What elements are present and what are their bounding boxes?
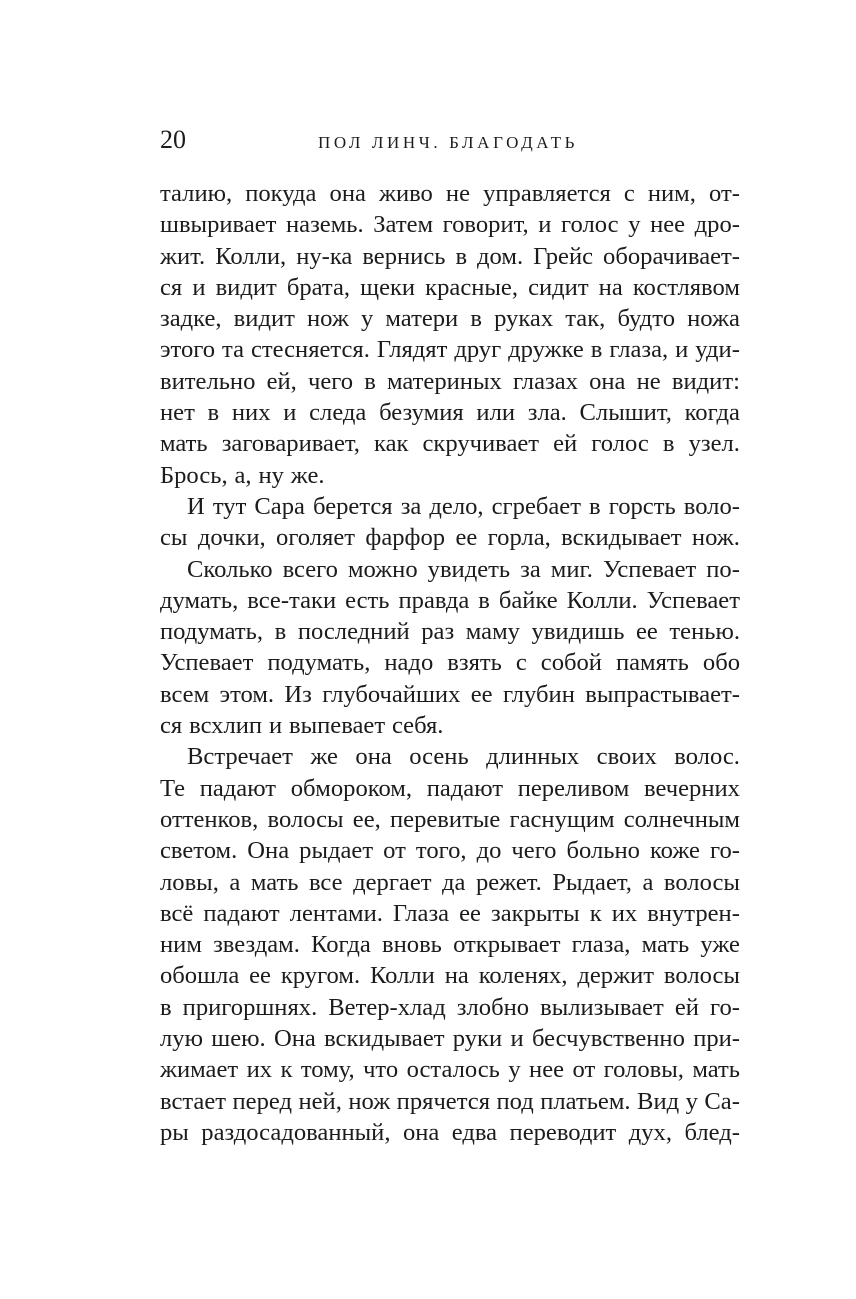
text-line: лую шею. Она вскидывает руки и бесчувственно при- — [160, 1025, 740, 1053]
text-line: нет в них и следа безумия или зла. Слышит, когда — [160, 399, 740, 427]
text-line: вительно ей, чего в материных глазах она не видит: — [160, 367, 740, 395]
text-line: жит. Колли, ну-ка вернись в дом. Грейс оборачивает- — [160, 242, 740, 270]
text-line: Брось, а, ну же. — [160, 461, 325, 489]
text-line: ры раздосадованный, она едва переводит дух, блед- — [160, 1118, 740, 1146]
text-line: жимает их к тому, что осталось у нее от головы, мать — [160, 1056, 740, 1084]
text-line: думать, все-таки есть правда в байке Колли. Успевает — [160, 586, 740, 614]
text-line: встает перед ней, нож прячется под платьем. Вид у Са- — [160, 1087, 740, 1115]
text-line: Те падают обмороком, падают переливом вечерних — [160, 774, 740, 802]
text-line: Встречает же она осень длинных своих волос. — [187, 743, 740, 771]
text-line: этого та стесняется. Глядят друг дружке в глаза, и уди- — [160, 336, 740, 364]
text-line: И тут Сара берется за дело, сгребает в горсть воло- — [187, 492, 740, 520]
text-line: ся и видит брата, щеки красные, сидит на костлявом — [160, 273, 740, 301]
text-line: Успевает подумать, надо взять с собой память обо — [160, 649, 740, 677]
running-title: ПОЛ ЛИНЧ. БЛАГОДАТЬ — [318, 133, 579, 152]
body-text — [160, 178, 740, 1148]
text-line: талию, покуда она живо не управляется с ним, от- — [160, 180, 740, 207]
text-line: швыривает наземь. Затем говорит, и голос у нее дро- — [160, 211, 740, 239]
text-line: всем этом. Из глубочайших ее глубин выпрастывает- — [160, 680, 740, 708]
text-line: всё падают лентами. Глаза ее закрыты к их внутрен- — [160, 899, 740, 927]
text-line: светом. Она рыдает от того, до чего больно коже го- — [160, 837, 740, 865]
text-line: мать заговаривает, как скручивает ей голос в узел. — [160, 430, 740, 458]
text-line: ся всхлип и выпевает себя. — [160, 712, 444, 740]
text-line: ловы, а мать все дергает да режет. Рыдает, а волосы — [160, 868, 740, 896]
text-line: обошла ее кругом. Колли на коленях, держит волосы — [160, 962, 740, 990]
text-line: оттенков, волосы ее, перевитые гаснущим солнечным — [160, 805, 740, 833]
page-header — [160, 122, 740, 158]
text-line: Сколько всего можно увидеть за миг. Успевает по- — [187, 555, 740, 583]
text-line: подумать, в последний раз маму увидишь ее тенью. — [160, 618, 740, 646]
page-number: 20 — [160, 125, 186, 154]
text-line: сы дочки, оголяет фарфор ее горла, вскидывает нож. — [160, 524, 740, 552]
text-line: в пригоршнях. Ветер-хлад злобно вылизывает ей го- — [160, 993, 740, 1021]
text-line: ним звездам. Когда вновь открывает глаза, мать уже — [160, 931, 740, 959]
text-line: задке, видит нож у матери в руках так, будто ножа — [160, 305, 740, 333]
